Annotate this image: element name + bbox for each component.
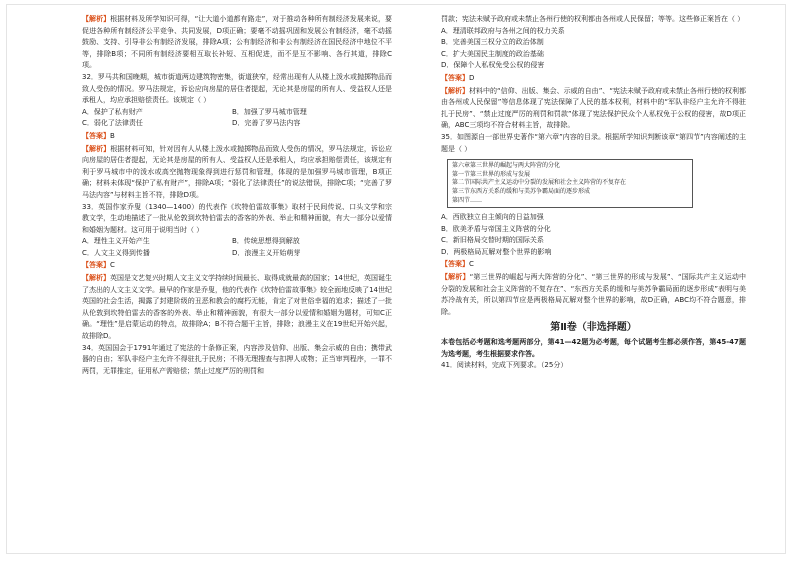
option-d[interactable]: D．两极格局瓦解对整个世界的影响 bbox=[441, 247, 552, 256]
analysis-tag: 【解析】 bbox=[82, 144, 111, 153]
option-a[interactable]: A．理清联邦政府与各州之间的权力关系 bbox=[441, 26, 565, 35]
toc-line: 第一节第三世界的形成与发展 bbox=[452, 170, 531, 178]
option-a[interactable]: A．理性主义开始产生 bbox=[82, 237, 150, 246]
section-title: 第Ⅱ卷（非选择题） bbox=[550, 322, 637, 334]
option-c[interactable]: C．扩大美国民主制度的政治基础 bbox=[441, 49, 544, 58]
option-a[interactable]: A．西欧独立自主倾向的日益加强 bbox=[441, 213, 544, 222]
question-34-continued: 罚款；宪法未赋予政府或未禁止各州行使的权利都由各州或人民保留；等等。这些修正案旨在（ ） bbox=[441, 15, 745, 23]
option-b[interactable]: B．传统思想得到解放 bbox=[232, 237, 300, 246]
explanation-33 bbox=[82, 273, 392, 343]
analysis-text: 根据材料及所学知识可得，“让大道小道都有路走”，对于推动各种所有制经济发展来说，要促进各种所有制经济公平竞争、共同发展，D项正确；要毫不动摇巩固和发展公有制经济，毫不动摇鼓励、支持、引导非公有制经济发展，排除A项；公有制经济和非公有制经济在国民经济中地位不平等，排除B项；不同所有制经济要相互取长补短、互相促进，而不是互不影响、各行其道，排除C项。 bbox=[82, 15, 393, 70]
answer-value: B bbox=[110, 131, 115, 140]
answer-34 bbox=[441, 73, 746, 85]
analysis-text: 英国是文艺复兴时期人文主义文学持续时间最长、取得成就最高的国家；14世纪，英国诞生了杰出的人文主义文学。最早的作家是乔叟，他的代表作《坎特伯雷故事集》较全面地反映了14世纪英国的社会生活，揭露了封建阶级的丑恶和教会的腐朽无能，肯定了对世俗幸福的追求；描述了一批从伦敦到坎特伯雷去的香客的外表、举止和精神面貌，有很大一部分以爱情和婚姻为题材，可知C正确。“理性”是启蒙运动的特点，故排除A；B不符合题干主旨，排除；浪漫主义在19世纪开始兴起，故排除D。 bbox=[82, 274, 393, 341]
right-column bbox=[441, 14, 746, 372]
question-41: 41．阅读材料，完成下列要求。（25分） bbox=[441, 361, 568, 370]
explanation-34 bbox=[441, 86, 746, 132]
toc-line: 第二节国际共产主义运动中分裂的发展和社会主义阵营的不复存在 bbox=[452, 179, 627, 187]
option-c[interactable]: C．弱化了法律责任 bbox=[82, 119, 143, 128]
table-of-contents-box bbox=[447, 159, 693, 208]
answer-33 bbox=[82, 260, 392, 272]
question-34: 34．英国国会于1791年通过了宪法的十条修正案，内容涉及信仰、出版、集会示威的自由；携带武器的自由；军队非经户主允许不得驻扎于民房；不得无理搜查与扣押人或物；正当审判程序，一罪不两罚，无罪推定，征用私产需赔偿；禁止过度严厉的刑罚和 bbox=[82, 343, 392, 375]
toc-line: 第六章第三世界的崛起与两大阵营的分化 bbox=[452, 162, 561, 170]
question-33: 33．英国作家乔叟（1340—1400）的代表作《坎特伯雷故事集》取材于民间传说、口头文学和宗教文学，生动地描述了一批从伦敦到坎特伯雷去的香客的外表、举止和精神面貌，有大一部分以爱情和婚姻为题材。这可用于说明当时（ ） bbox=[82, 202, 392, 234]
paragraph-31-explanation bbox=[82, 14, 392, 72]
analysis-tag: 【解析】 bbox=[82, 274, 111, 283]
toc-line: 第三节东西方关系的缓和与美苏争霸局面的逐步形成 bbox=[452, 187, 591, 195]
toc-line: 第四节…… bbox=[452, 196, 483, 204]
answer-35 bbox=[441, 259, 746, 271]
option-b[interactable]: B．完善美国三权分立的政治体制 bbox=[441, 38, 544, 47]
question-32: 32．罗马共和国晚期，城市街道两边建筑物密集，街道狭窄，经常出现有人从楼上泼水或抛掷物品而致人受伤的情况。罗马法规定，诉讼应向房屋的居住者提起，无论其是房屋的所有人、受益权人还是承租人，均应承担赔偿责任。该规定（ ） bbox=[82, 72, 392, 105]
option-d[interactable]: D．完善了罗马法内容 bbox=[232, 119, 301, 128]
option-d[interactable]: D．浪漫主义开始萌芽 bbox=[232, 248, 301, 257]
analysis-tag: 【解析】 bbox=[82, 15, 111, 23]
answer-value: C bbox=[110, 261, 115, 270]
option-d[interactable]: D．保障个人私权免受公权的侵害 bbox=[441, 61, 545, 70]
section-instructions: 本卷包括必考题和选考题两部分，第41—42题为必考题，每个试题考生都必须作答，第45-47题为选考题，考生根据要求作答。 bbox=[441, 338, 746, 358]
question-34-options bbox=[441, 26, 746, 72]
option-b[interactable]: B．加强了罗马城市管理 bbox=[232, 107, 307, 116]
explanation-32 bbox=[82, 144, 392, 202]
answer-tag: 【答案】 bbox=[441, 73, 469, 82]
analysis-text: 材料中的“信仰、出版、集会、示威的自由”、“宪法未赋予政府或未禁止各州行使的权利都由各州或人民保留”等信息体现了宪法保障了人民的基本权利，材料中的“军队非经户主允许不得驻扎于民房”、“禁止过度严厉的刑罚和罚款”体现了宪法保护民众个人私权免于公权的侵害，故D项正确，ABC三项均不符合材料主旨，故排除。 bbox=[441, 86, 746, 130]
analysis-tag: 【解析】 bbox=[441, 86, 470, 95]
question-35-options bbox=[441, 212, 746, 258]
option-c[interactable]: C．人文主义得到传播 bbox=[82, 248, 150, 257]
explanation-35 bbox=[441, 272, 746, 318]
analysis-tag: 【解析】 bbox=[441, 273, 470, 282]
analysis-text: “第三世界的崛起与两大阵营的分化”、“第三世界的形成与发展”、“国际共产主义运动中分裂的发展和社会主义阵营的不复存在”、“东西方关系的缓和与美苏争霸局面的逐步形成”表明与美苏冷战有关，所以第四节应是两极格局瓦解对整个世界的影响，故D正确，ABC均不符合题意，排除。 bbox=[441, 273, 746, 316]
answer-value: D bbox=[469, 73, 475, 82]
option-a[interactable]: A．保护了私有财产 bbox=[82, 107, 143, 116]
option-b[interactable]: B．欧美矛盾与帝国主义阵营的分化 bbox=[441, 224, 551, 233]
question-33-options bbox=[82, 236, 392, 259]
question-32-options bbox=[82, 107, 392, 130]
answer-tag: 【答案】 bbox=[82, 261, 110, 270]
answer-value: C bbox=[469, 260, 474, 269]
question-35: 35．如图源自一部世界史著作“第六章”内容的目录。根据所学知识判断该章“第四节”内容阐述的主题是（ ） bbox=[441, 132, 746, 153]
answer-32 bbox=[82, 131, 392, 143]
answer-tag: 【答案】 bbox=[441, 260, 469, 269]
answer-tag: 【答案】 bbox=[82, 131, 110, 140]
left-column bbox=[82, 14, 392, 377]
analysis-text: 根据材料可知，针对因有人从楼上泼水或抛掷物品而致人受伤的情况，罗马法规定，诉讼应向房屋的居住者提起，无论其是房屋的所有人、受益权人还是承租人，均应承担赔偿责任，该规定有利于罗马城市中的泼水或高空抛物现象得到进行惩罚和管理，体现的是加强罗马城市管理，B项正确；材料未体现“保护了私有财产”，排除A项；“弱化了法律责任”的说法错误，排除C项；“完善了罗马法内容”与材料主旨不符，排除D项。 bbox=[82, 144, 393, 199]
option-c[interactable]: C．新旧格局交替时期的国际关系 bbox=[441, 236, 544, 245]
